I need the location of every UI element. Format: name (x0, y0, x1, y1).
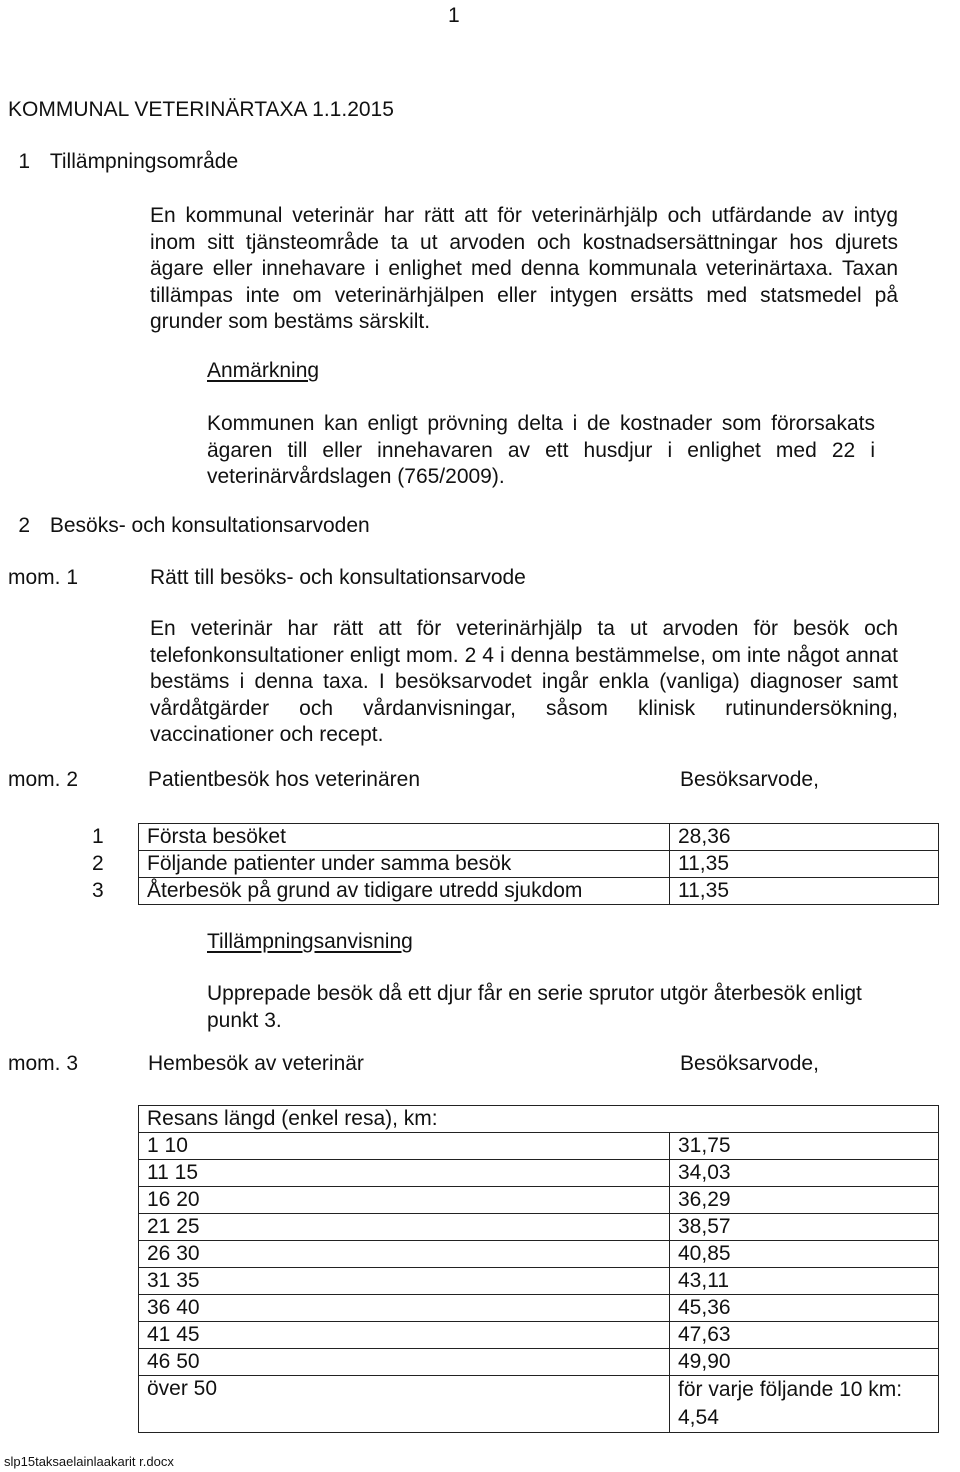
section-2-heading (8, 514, 370, 538)
table-row (139, 1268, 939, 1295)
visit-fee: 11,35 (670, 851, 939, 878)
mom-1-body: En veterinär har rätt att för veterinärhjälp ta ut arvoden för besök och telefonkonsultationer enligt mom. 2 4 i denna bestämmelse, om inte något annat bestäms i denna taxa. I besöksarvodet ingår enkla (vanliga) diagnoser samt vårdåtgärder och vårdanvisningar, såsom klinisk rutinundersökning, vaccinationer och recept. (150, 617, 898, 746)
table-row (139, 824, 939, 851)
distance-fee: 38,57 (670, 1214, 939, 1241)
mom-2-row-numbers (92, 823, 104, 904)
table-row (139, 1133, 939, 1160)
table-row (139, 1349, 939, 1376)
section-1-body: En kommunal veterinär har rätt att för veterinärhjälp och utfärdande av intyg inom sitt tjänsteområde ta ut arvoden och kostnadsersättningar hos djurets ägare eller innehavare i enlighet med denna kommunala veterinärtaxa. Taxan tillämpas inte om veterinärhjälpen eller intygen ersätts med statsmedel på grunder som bestäms särskilt. (150, 204, 898, 333)
table-row (139, 1187, 939, 1214)
distance-range: över 50 (139, 1376, 670, 1433)
section-1-heading (8, 150, 238, 174)
mom-3-fee-label (680, 1052, 819, 1076)
mom-3-label: mom. 3 (8, 1052, 79, 1075)
distance-range: 21 25 (139, 1214, 670, 1241)
distance-fee: 43,11 (670, 1268, 939, 1295)
distance-range: 26 30 (139, 1241, 670, 1268)
table-header: Resans längd (enkel resa), km: (139, 1106, 939, 1133)
table-row (139, 1322, 939, 1349)
section-2-number: 2 (18, 514, 30, 537)
distance-fee: 49,90 (670, 1349, 939, 1376)
visit-description: Första besöket (139, 824, 670, 851)
guidance-body: Upprepade besök då ett djur får en serie sprutor utgör återbesök enligt punkt 3. (207, 982, 862, 1032)
page-number: 1 (448, 4, 460, 27)
table-row (139, 1214, 939, 1241)
table-row (139, 851, 939, 878)
distance-range: 46 50 (139, 1349, 670, 1376)
table-row (139, 1241, 939, 1268)
guidance-heading: Tillämpningsanvisning (207, 930, 413, 953)
table-row (139, 1376, 939, 1433)
row-number: 2 (92, 852, 104, 875)
mom-2-heading: Patientbesök hos veterinären (148, 768, 421, 791)
mom-2-label: mom. 2 (8, 768, 79, 791)
note-body (207, 411, 875, 491)
distance-fee: 47,63 (670, 1322, 939, 1349)
note-body-text: Kommunen kan enligt prövning delta i de kostnader som förorsakats ägaren till eller innehavaren av ett husdjur i enlighet med 22 (207, 412, 875, 462)
distance-range: 16 20 (139, 1187, 670, 1214)
mom-3-heading: Hembesök av veterinär (148, 1052, 364, 1075)
visit-fee: 11,35 (670, 878, 939, 905)
note-heading: Anmärkning (207, 359, 320, 382)
distance-fee: 36,29 (670, 1187, 939, 1214)
fee-label-text: Besöksarvode, (680, 768, 819, 791)
distance-fee: 40,85 (670, 1241, 939, 1268)
distance-range: 31 35 (139, 1268, 670, 1295)
table-row (139, 1295, 939, 1322)
visit-fee: 28,36 (670, 824, 939, 851)
note-body-text-cont: i veterinärvårdslagen (765/2009). (207, 438, 875, 488)
section-1-number: 1 (18, 150, 30, 173)
fee-label-text: Besöksarvode, (680, 1052, 819, 1075)
table-row (139, 1160, 939, 1187)
distance-range: 36 40 (139, 1295, 670, 1322)
table-header-row (139, 1106, 939, 1133)
mom-2-fee-label (680, 768, 819, 792)
distance-fee: 34,03 (670, 1160, 939, 1187)
patient-visit-fee-table (138, 823, 939, 905)
visit-description: Följande patienter under samma besök (139, 851, 670, 878)
visit-description: Återbesök på grund av tidigare utredd sjukdom (139, 878, 670, 905)
row-number: 1 (92, 825, 104, 848)
distance-fee: för varje följande 10 km: 4,54 (670, 1376, 939, 1433)
distance-range: 11 15 (139, 1160, 670, 1187)
footer-filename: slp15taksaelainlaakarit r.docx (4, 1454, 174, 1469)
distance-fee: 31,75 (670, 1133, 939, 1160)
home-visit-fee-table (138, 1105, 939, 1433)
document-title: KOMMUNAL VETERINÄRTAXA 1.1.2015 (8, 98, 394, 121)
mom-1-label: mom. 1 (8, 566, 79, 589)
row-number: 3 (92, 879, 104, 902)
section-1-title: Tillämpningsområde (49, 150, 239, 173)
section-2-title: Besöks- och konsultationsarvoden (49, 514, 370, 537)
distance-fee: 45,36 (670, 1295, 939, 1322)
distance-range: 1 10 (139, 1133, 670, 1160)
table-row (139, 878, 939, 905)
mom-1-heading: Rätt till besöks- och konsultationsarvode (150, 566, 526, 589)
distance-range: 41 45 (139, 1322, 670, 1349)
